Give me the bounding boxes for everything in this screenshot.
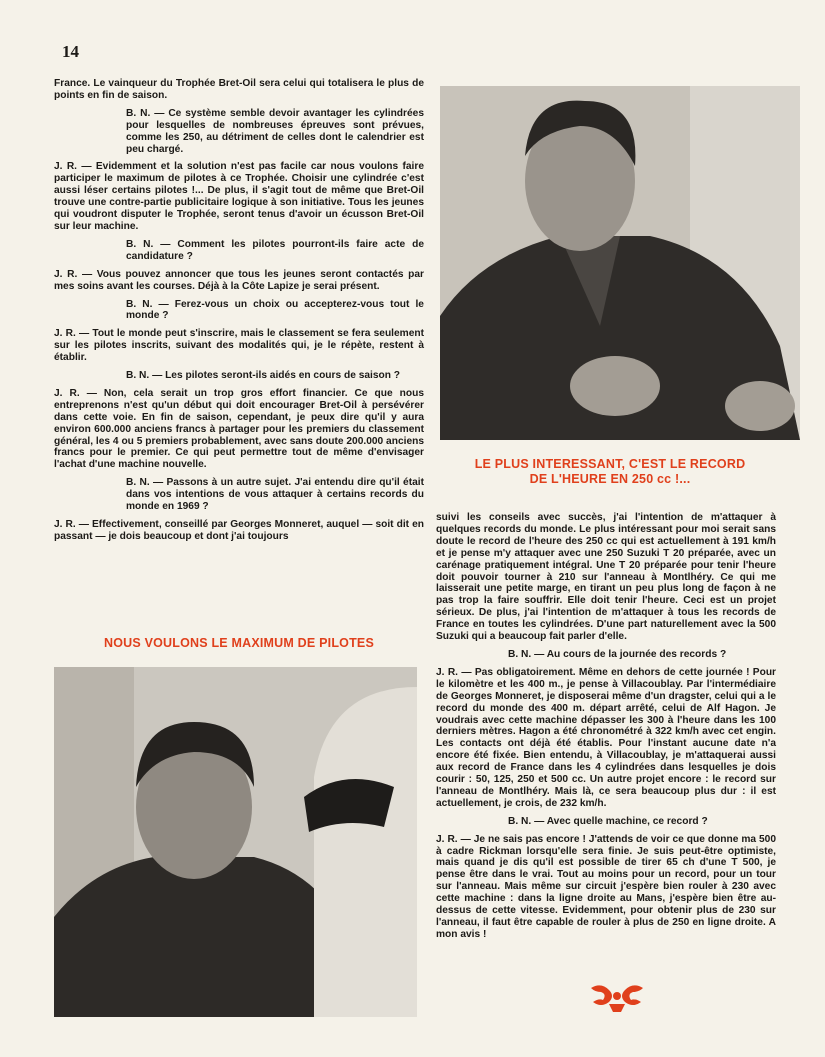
question-paragraph: B. N. — Passons à un autre sujet. J'ai entendu dire qu'il était dans vos intentions de vous attaquer à certains records du monde en 1969 ? <box>126 477 424 513</box>
question-paragraph: B. N. — Comment les pilotes pourront-ils faire acte de candidature ? <box>126 238 424 262</box>
interview-photo-icon <box>54 667 417 1017</box>
question-paragraph: B. N. — Ferez-vous un choix ou accepterez-vous tout le monde ? <box>126 298 424 322</box>
end-of-article-logo <box>587 982 647 1016</box>
section-heading-right <box>440 457 780 487</box>
section-heading-line: DE L'HEURE EN 250 cc !... <box>529 472 691 486</box>
interview-photo-bottom <box>54 667 417 1017</box>
answer-paragraph: J. R. — Evidemment et la solution n'est pas facile car nous voulons faire participer le maximum de pilotes à ce Trophée. Choisir une cylindrée c'est aussi léser certains pilotes !... De plus, il s'agit tout de même que Bret-Oil trouve une contre-partie publicitaire logique à son initiative. Tous les jeunes qui voudront disputer le Trophée, seront tenus d'avoir un écusson Bret-Oil sur leur machine. <box>54 161 424 232</box>
right-column <box>436 512 776 947</box>
question-paragraph: B. N. — Ce système semble devoir avantager les cylindrées pour lesquelles de nombreuses épreuves sont prévues, comme les 250, au détriment de celles dont le calendrier est peu chargé. <box>126 107 424 155</box>
section-heading-left: NOUS VOULONS LE MAXIMUM DE PILOTES <box>103 636 374 650</box>
interview-photo-icon <box>440 86 800 440</box>
section-heading-line: LE PLUS INTERESSANT, C'EST LE RECORD <box>474 457 746 471</box>
answer-paragraph: J. R. — Effectivement, conseillé par Georges Monneret, auquel — soit dit en passant — je dois beaucoup et dont j'ai toujours <box>54 519 424 542</box>
interview-photo-top <box>440 86 800 440</box>
answer-paragraph: J. R. — Pas obligatoirement. Même en dehors de cette journée ! Pour le kilomètre et les 400 m., je pense à Villacoublay. Par l'intermédiaire de Georges Monneret, je disposerai même d'un dragster, celui qui a le record du monde des 400 m. départ arrêté, celui de Alf Hagon. Je voudrais avec cette machine dépasser les 300 à l'heure dans les 100 derniers mètres. Hagon a été chronométré à 322 km/h avec cet engin. Les contacts ont déjà été établis. Pour l'instant aucune date n'a encore été fixée. Bien entendu, à Villacoublay, je m'attaquerai aussi aux record de France dans les 4 cylindrées dans lesquelles je dois courir : 50, 125, 250 et 500 cc. Un autre projet encore : le record sur l'anneau de Montlhéry. Mais là, ce sera beaucoup plus dur : il est actuellement, je crois, de 232 km/h. <box>436 666 777 809</box>
answer-paragraph: J. R. — Je ne sais pas encore ! J'attends de voir ce que donne ma 500 à cadre Rickman lorsqu'elle sera finie. Je suis peut-être optimiste, mais quand je dis qu'il est possible de tirer 65 ch d'une T 500, je pense être dans le vrai. Tout au moins pour un record, pour un tour sur l'anneau. Mais même sur circuit j'espère bien rouler à 230 avec cette machine : dans la ligne droite au Mans, j'espère bien être au-dessus de cette vitesse. Evidemment, pour obtenir plus de 230 sur l'anneau, il faut être capable de rouler à plus de 250 en ligne droite. A mon avis ! <box>436 833 777 940</box>
answer-paragraph: J. R. — Tout le monde peut s'inscrire, mais le classement se fera seulement sur les pilotes inscrits, suivant des modalités qui, je le répète, restent à établir. <box>54 328 424 364</box>
answer-paragraph: J. R. — Vous pouvez annoncer que tous les jeunes seront contactés par mes soins avant les courses. Déjà à la Côte Lapize je serai présent. <box>54 268 424 292</box>
page-number: 14 <box>62 42 79 61</box>
question-paragraph: B. N. — Les pilotes seront-ils aidés en cours de saison ? <box>126 370 401 382</box>
answer-paragraph: J. R. — Non, cela serait un trop gros effort financier. Ce que nous entreprenons n'est qu'un début qui doit encourager Bret-Oil à persévérer dans cette voie. En fin de saison, cependant, je peux dire qu'il y aura environ 600.000 anciens francs à partager pour les premiers du classement général, les 4 ou 5 premiers probablement, avec sans doute 200.000 anciens francs pour le premier. Ce qui peut permettre tout de même d'envisager l'achat d'une machine nouvelle. <box>54 387 424 471</box>
question-paragraph: B. N. — Au cours de la journée des records ? <box>508 648 727 660</box>
paragraph: France. Le vainqueur du Trophée Bret-Oil sera celui qui totalisera le plus de points en fin de saison. <box>54 78 424 101</box>
question-paragraph: B. N. — Avec quelle machine, ce record ? <box>508 815 708 827</box>
left-column <box>54 78 424 549</box>
paragraph: suivi les conseils avec succès, j'ai l'intention de m'attaquer à quelques records du monde. Le plus intéressant pour moi serait sans doute le record de l'heure des 250 cc qui est actuellement à 191 km/h et je pense m'y attaquer avec une 250 Suzuki T 20 préparée, avec un carénage pratiquement intégral. Une T 20 préparée pour tenir l'heure doit pouvoir tourner à 210 sur l'anneau à Montlhéry. Ce qui me laisserait une petite marge, en tirant un peu plus long de façon à ne pas trop la faire souffrir. Elle doit tenir l'heure. Ceci est un projet sérieux. De plus, j'ai l'intention de m'attaquer à tous les records de France en toutes les cylindrées. D'une part naturellement avec la 500 Suzuki qui a beaucoup fait parler d'elle. <box>436 512 776 643</box>
